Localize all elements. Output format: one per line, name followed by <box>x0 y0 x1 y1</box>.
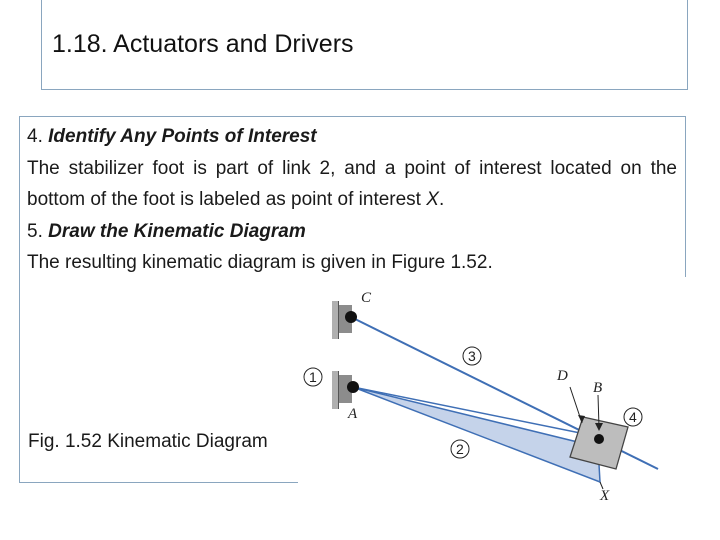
step4-text: The stabilizer foot is part of link 2, and a point of interest located on the bottom of the foot is labeled as point of interest <box>27 157 677 210</box>
link1-marker <box>304 368 322 386</box>
label-d: D <box>557 368 568 384</box>
slide-title: 1.18. Actuators and Drivers <box>52 30 354 58</box>
step5-paragraph: The resulting kinematic diagram is given in Figure 1.52. <box>27 252 493 273</box>
label-a: A <box>348 406 358 422</box>
label-c: C <box>361 290 372 306</box>
figure-caption: Fig. 1.52 Kinematic Diagram <box>28 431 268 452</box>
svg-text:1: 1 <box>309 369 317 385</box>
content-text <box>27 121 677 279</box>
step4-heading: Identify Any Points of Interest <box>48 126 317 147</box>
link3-marker <box>463 347 481 365</box>
joint-c <box>345 311 357 323</box>
kinematic-diagram-svg <box>298 277 720 540</box>
step4-text-end: . <box>438 189 445 210</box>
step5-heading-line <box>27 216 677 248</box>
kinematic-diagram <box>298 277 720 540</box>
svg-text:2: 2 <box>456 441 464 457</box>
svg-text:3: 3 <box>468 348 476 364</box>
step4-heading-line <box>27 121 677 153</box>
link2-marker <box>451 440 469 458</box>
label-x: X <box>600 488 610 504</box>
svg-text:4: 4 <box>629 409 637 425</box>
link2-plate <box>353 387 600 482</box>
step5-number: 5. <box>27 220 43 242</box>
step5-heading: Draw the Kinematic Diagram <box>48 220 306 242</box>
point-x-ref: X <box>426 189 439 210</box>
link4-marker <box>624 408 642 426</box>
label-b: B <box>593 380 603 396</box>
step4-paragraph <box>27 153 677 216</box>
joint-b <box>594 434 604 444</box>
title-frame <box>41 0 688 90</box>
step4-number: 4. <box>27 126 43 147</box>
joint-a <box>347 381 359 393</box>
